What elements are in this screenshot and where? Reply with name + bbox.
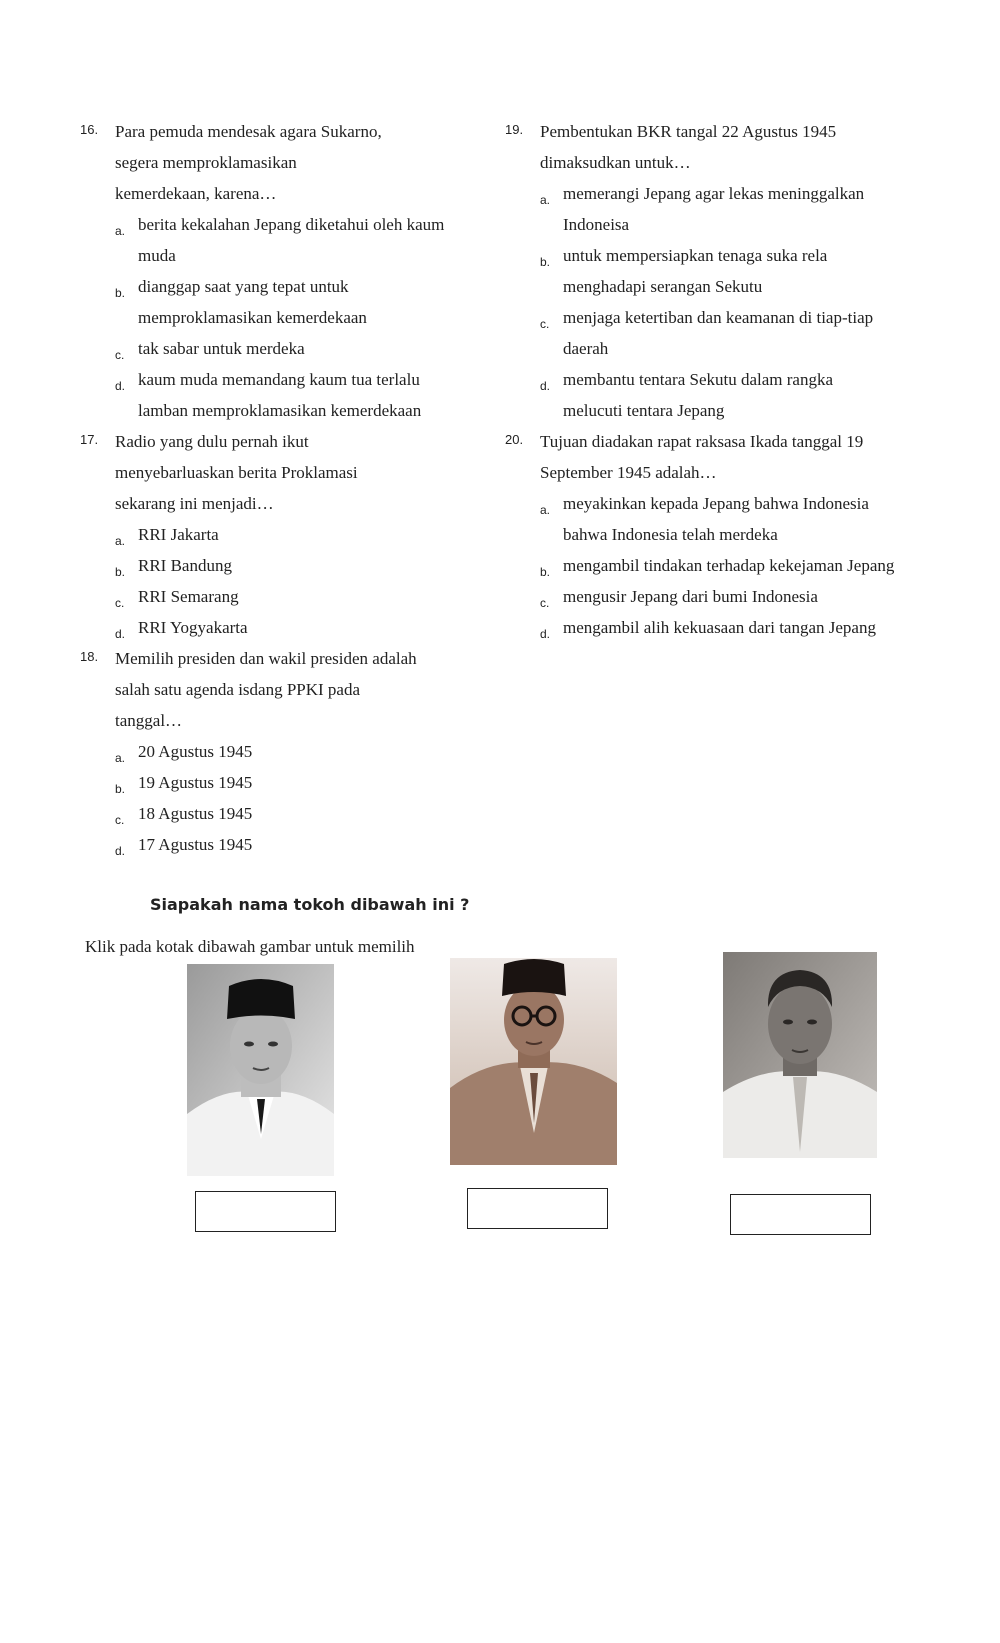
question-number: 19. xyxy=(505,122,524,137)
option-letter: a. xyxy=(115,224,126,238)
question-text xyxy=(115,116,500,209)
portrait-1-image xyxy=(187,964,334,1176)
question-text xyxy=(115,643,500,736)
option-text-line: 18 Agustus 1945 xyxy=(138,804,253,823)
option-d xyxy=(115,364,500,426)
answer-box-1[interactable] xyxy=(195,1191,336,1232)
question-16 xyxy=(80,116,500,426)
option-a xyxy=(540,488,935,550)
option-c xyxy=(540,581,935,612)
option-letter: d. xyxy=(540,379,551,393)
portrait-3-image xyxy=(723,952,877,1158)
question-text-line: Tujuan diadakan rapat raksasa Ikada tanggal 19 xyxy=(540,432,864,451)
option-d xyxy=(540,612,935,643)
portrait-2-image xyxy=(450,958,617,1165)
option-text-line: RRI Semarang xyxy=(138,587,239,606)
option-text-line: daerah xyxy=(563,339,609,358)
question-text-line: kemerdekaan, karena… xyxy=(115,184,277,203)
option-letter: d. xyxy=(115,379,126,393)
option-text-line: berita kekalahan Jepang diketahui oleh kaum xyxy=(138,215,445,234)
option-list xyxy=(540,488,935,643)
option-letter: d. xyxy=(115,844,126,858)
option-letter: b. xyxy=(540,255,551,269)
option-text-line: mengusir Jepang dari bumi Indonesia xyxy=(563,587,818,606)
option-text-line: melucuti tentara Jepang xyxy=(563,401,725,420)
option-text-line: menjaga ketertiban dan keamanan di tiap-tiap xyxy=(563,308,874,327)
question-20 xyxy=(505,426,935,643)
option-c xyxy=(115,798,500,829)
option-text-line: kaum muda memandang kaum tua terlalu xyxy=(138,370,420,389)
option-a xyxy=(540,178,935,240)
option-a xyxy=(115,209,500,271)
option-letter: a. xyxy=(540,503,551,517)
question-text-line: Radio yang dulu pernah ikut xyxy=(115,432,309,451)
option-letter: a. xyxy=(540,193,551,207)
option-text-line: bahwa Indonesia telah merdeka xyxy=(563,525,778,544)
option-text-line: mengambil tindakan terhadap kekejaman Jepang xyxy=(563,556,895,575)
option-letter: b. xyxy=(540,565,551,579)
question-text-line: September 1945 adalah… xyxy=(540,463,717,482)
question-number: 18. xyxy=(80,649,99,664)
option-letter: c. xyxy=(540,596,550,610)
option-c xyxy=(540,302,935,364)
option-letter: c. xyxy=(115,596,125,610)
question-17 xyxy=(80,426,500,643)
questions-right-column xyxy=(505,116,935,643)
option-text-line: Indoneisa xyxy=(563,215,630,234)
option-text-line: dianggap saat yang tepat untuk xyxy=(138,277,349,296)
question-text xyxy=(540,426,935,488)
option-d xyxy=(115,829,500,860)
question-18 xyxy=(80,643,500,860)
question-text-line: dimaksudkan untuk… xyxy=(540,153,691,172)
option-b xyxy=(115,767,500,798)
option-b xyxy=(115,271,500,333)
option-text-line: RRI Yogyakarta xyxy=(138,618,248,637)
option-letter: d. xyxy=(115,627,126,641)
instruction-text: Klik pada kotak dibawah gambar untuk memilih xyxy=(85,937,415,956)
option-text-line: mengambil alih kekuasaan dari tangan Jepang xyxy=(563,618,876,637)
question-text xyxy=(115,426,500,519)
option-a xyxy=(115,736,500,767)
option-b xyxy=(115,550,500,581)
question-text-line: salah satu agenda isdang PPKI pada xyxy=(115,680,361,699)
option-letter: c. xyxy=(115,348,125,362)
option-text-line: RRI Bandung xyxy=(138,556,232,575)
option-text-line: meyakinkan kepada Jepang bahwa Indonesia xyxy=(563,494,869,513)
option-text-line: membantu tentara Sekutu dalam rangka xyxy=(563,370,834,389)
option-text-line: 19 Agustus 1945 xyxy=(138,773,253,792)
option-list xyxy=(115,209,500,426)
answer-box-3[interactable] xyxy=(730,1194,871,1235)
question-text-line: Para pemuda mendesak agara Sukarno, xyxy=(115,122,382,141)
option-letter: b. xyxy=(115,782,126,796)
option-text-line: memproklamasikan kemerdekaan xyxy=(138,308,367,327)
option-letter: b. xyxy=(115,565,126,579)
question-text-line: tanggal… xyxy=(115,711,183,730)
question-number: 20. xyxy=(505,432,524,447)
option-c xyxy=(115,581,500,612)
option-d xyxy=(115,612,500,643)
option-letter: b. xyxy=(115,286,126,300)
option-text-line: tak sabar untuk merdeka xyxy=(138,339,305,358)
portrait-photo-3 xyxy=(723,952,877,1158)
option-list xyxy=(115,519,500,643)
option-text-line: RRI Jakarta xyxy=(138,525,219,544)
option-text-line: menghadapi serangan Sekutu xyxy=(563,277,763,296)
option-a xyxy=(115,519,500,550)
option-list xyxy=(115,736,500,860)
question-number: 17. xyxy=(80,432,99,447)
option-text-line: 20 Agustus 1945 xyxy=(138,742,253,761)
question-text-line: sekarang ini menjadi… xyxy=(115,494,274,513)
option-letter: a. xyxy=(115,534,126,548)
question-19 xyxy=(505,116,935,426)
option-text-line: lamban memproklamasikan kemerdekaan xyxy=(138,401,422,420)
question-text-line: menyebarluaskan berita Proklamasi xyxy=(115,463,358,482)
answer-box-2[interactable] xyxy=(467,1188,608,1229)
option-text-line: memerangi Jepang agar lekas meninggalkan xyxy=(563,184,865,203)
option-d xyxy=(540,364,935,426)
question-text xyxy=(540,116,935,178)
question-text-line: Memilih presiden dan wakil presiden adalah xyxy=(115,649,417,668)
option-b xyxy=(540,240,935,302)
option-c xyxy=(115,333,500,364)
option-list xyxy=(540,178,935,426)
question-text-line: Pembentukan BKR tangal 22 Agustus 1945 xyxy=(540,122,837,141)
portrait-photo-2 xyxy=(450,958,617,1165)
option-letter: c. xyxy=(115,813,125,827)
option-text-line: 17 Agustus 1945 xyxy=(138,835,253,854)
option-text-line: untuk mempersiapkan tenaga suka rela xyxy=(563,246,828,265)
option-b xyxy=(540,550,935,581)
option-letter: d. xyxy=(540,627,551,641)
option-letter: c. xyxy=(540,317,550,331)
option-letter: a. xyxy=(115,751,126,765)
question-text-line: segera memproklamasikan xyxy=(115,153,297,172)
question-number: 16. xyxy=(80,122,99,137)
section-title: Siapakah nama tokoh dibawah ini ? xyxy=(150,895,470,914)
questions-left-column xyxy=(80,116,500,860)
option-text-line: muda xyxy=(138,246,176,265)
portrait-photo-1 xyxy=(187,964,334,1176)
